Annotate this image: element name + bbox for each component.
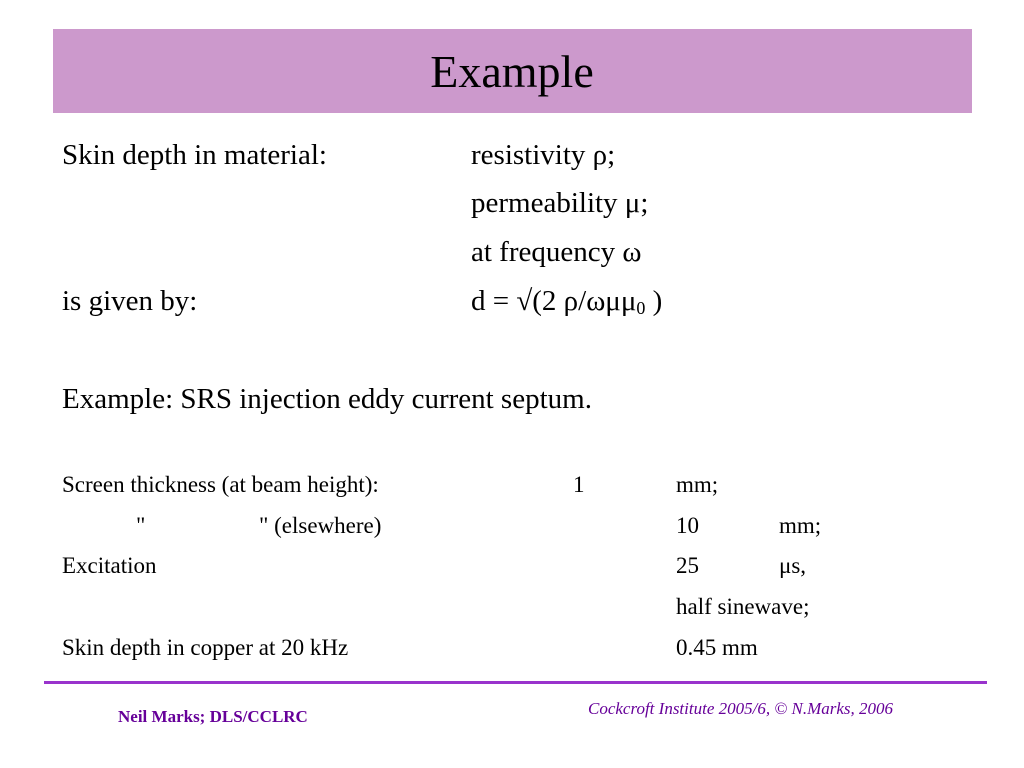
ditto-mark-1: " [136, 513, 146, 538]
footer-copyright: Cockcroft Institute 2005/6, © N.Marks, 2006 [588, 699, 894, 718]
spec-value-screen-thickness: 1 [573, 472, 585, 497]
frequency-line: at frequency ω [471, 236, 642, 268]
spec-value-waveform: half sinewave; [676, 594, 810, 619]
footer-divider [44, 681, 987, 684]
formula-subscript: 0 [636, 298, 646, 318]
spec-value-skin-depth-copper: 0.45 mm [676, 635, 758, 660]
permeability-line: permeability μ; [471, 187, 649, 219]
label-skin-depth-material: Skin depth in material: [62, 139, 327, 171]
spec-label-skin-depth-copper: Skin depth in copper at 20 kHz [62, 635, 349, 660]
spec-unit-screen-thickness: mm; [676, 472, 719, 497]
spec-label-elsewhere: " (elsewhere) [259, 513, 382, 538]
slide-title: Example [430, 46, 594, 97]
footer-author: Neil Marks; DLS/CCLRC [118, 707, 308, 726]
spec-unit-elsewhere: mm; [779, 513, 822, 538]
example-heading: Example: SRS injection eddy current septum. [62, 383, 592, 415]
formula-end: ) [645, 285, 663, 317]
label-given-by: is given by: [62, 285, 198, 317]
skin-depth-formula [471, 284, 662, 318]
spec-value-elsewhere: 10 [676, 513, 699, 538]
formula-main: d = √(2 ρ/ωμμ [471, 285, 637, 317]
spec-label-screen-thickness: Screen thickness (at beam height): [62, 472, 379, 497]
resistivity-line: resistivity ρ; [471, 139, 616, 171]
spec-value-excitation: 25 [676, 553, 699, 578]
spec-label-excitation: Excitation [62, 553, 157, 578]
spec-unit-excitation: μs, [779, 553, 807, 578]
